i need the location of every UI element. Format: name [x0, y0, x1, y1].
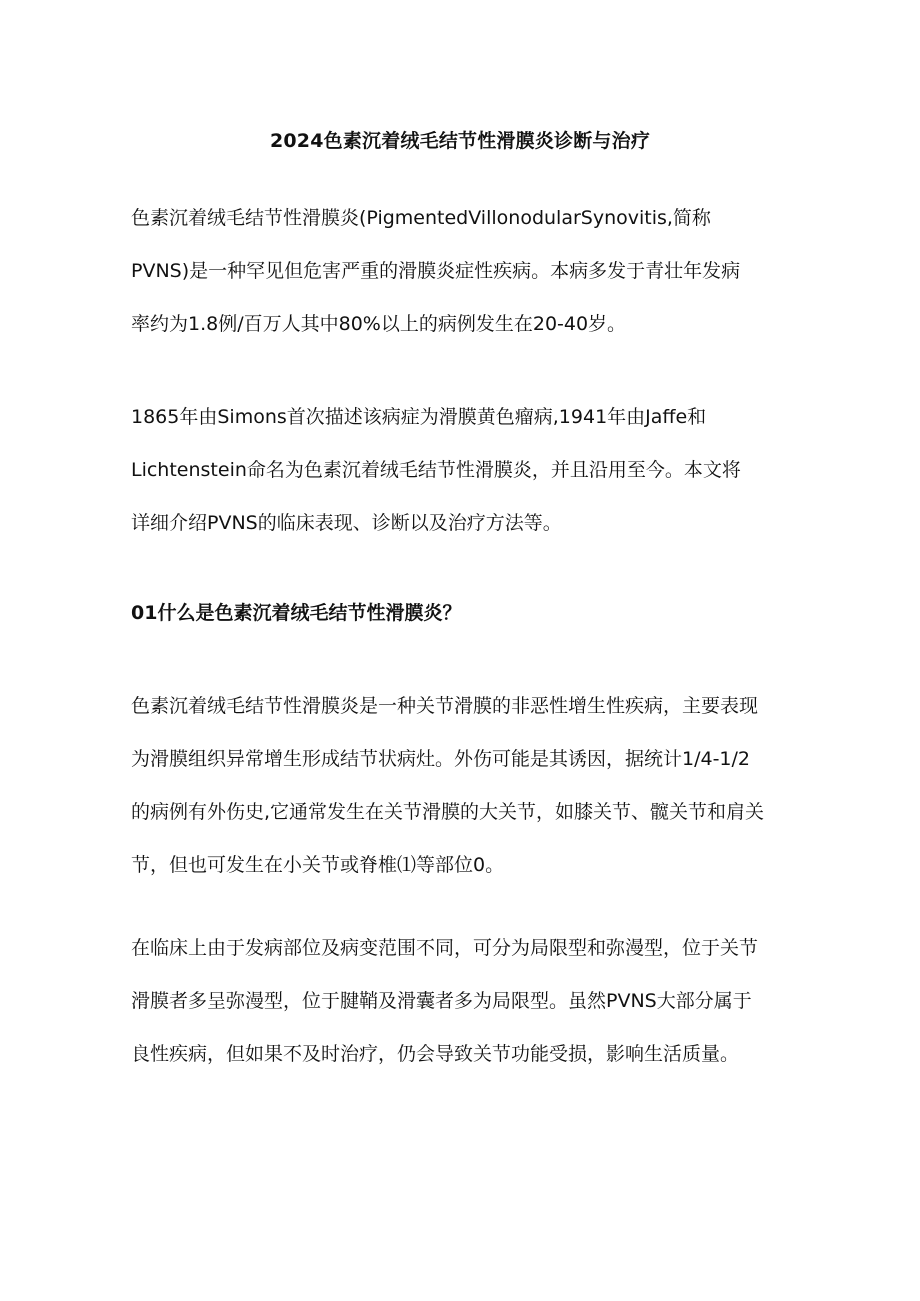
intro-paragraph	[131, 192, 791, 351]
history-paragraph	[131, 391, 791, 550]
section-para1-line-3: 的病例有外伤史,它通常发生在关节滑膜的大关节，如膝关节、髋关节和肩关	[131, 801, 765, 823]
section-para2-line-3: 良性疾病，但如果不及时治疗，仍会导致关节功能受损，影响生活质量。	[131, 1043, 740, 1065]
document-title: 2024色素沉着绒毛结节性滑膜炎诊断与治疗	[269, 130, 651, 152]
section-paragraph-2	[131, 922, 791, 1081]
section-para2-line-1: 在临床上由于发病部位及病变范围不同，可分为局限型和弥漫型，位于关节	[131, 937, 759, 959]
section-paragraph-1	[131, 680, 791, 892]
intro-line-2: PVNS)是一种罕见但危害严重的滑膜炎症性疾病。本病多发于青壮年发病	[131, 260, 741, 282]
history-line-2: Lichtenstein命名为色素沉着绒毛结节性滑膜炎，并且沿用至今。本文将	[131, 459, 741, 481]
section-para1-line-1: 色素沉着绒毛结节性滑膜炎是一种关节滑膜的非恶性增生性疾病，主要表现	[131, 695, 759, 717]
history-line-3: 详细介绍PVNS的临床表现、诊断以及治疗方法等。	[131, 512, 562, 534]
section-para1-line-4: 节，但也可发生在小关节或脊椎⑴等部位0。	[131, 854, 505, 876]
section-para1-line-2: 为滑膜组织异常增生形成结节状病灶。外伤可能是其诱因，据统计1/4-1/2	[131, 748, 751, 770]
intro-line-1: 色素沉着绒毛结节性滑膜炎(PigmentedVillonodularSynovitis,简称	[131, 207, 711, 229]
history-line-1: 1865年由Simons首次描述该病症为滑膜黄色瘤病,1941年由Jaffe和	[131, 406, 707, 428]
section-para2-line-2: 滑膜者多呈弥漫型，位于腱鞘及滑囊者多为局限型。虽然PVNS大部分属于	[131, 990, 752, 1012]
section-heading: 01什么是色素沉着绒毛结节性滑膜炎？	[131, 602, 462, 624]
intro-line-3: 率约为1.8例/百万人其中80%以上的病例发生在20-40岁。	[131, 313, 627, 335]
